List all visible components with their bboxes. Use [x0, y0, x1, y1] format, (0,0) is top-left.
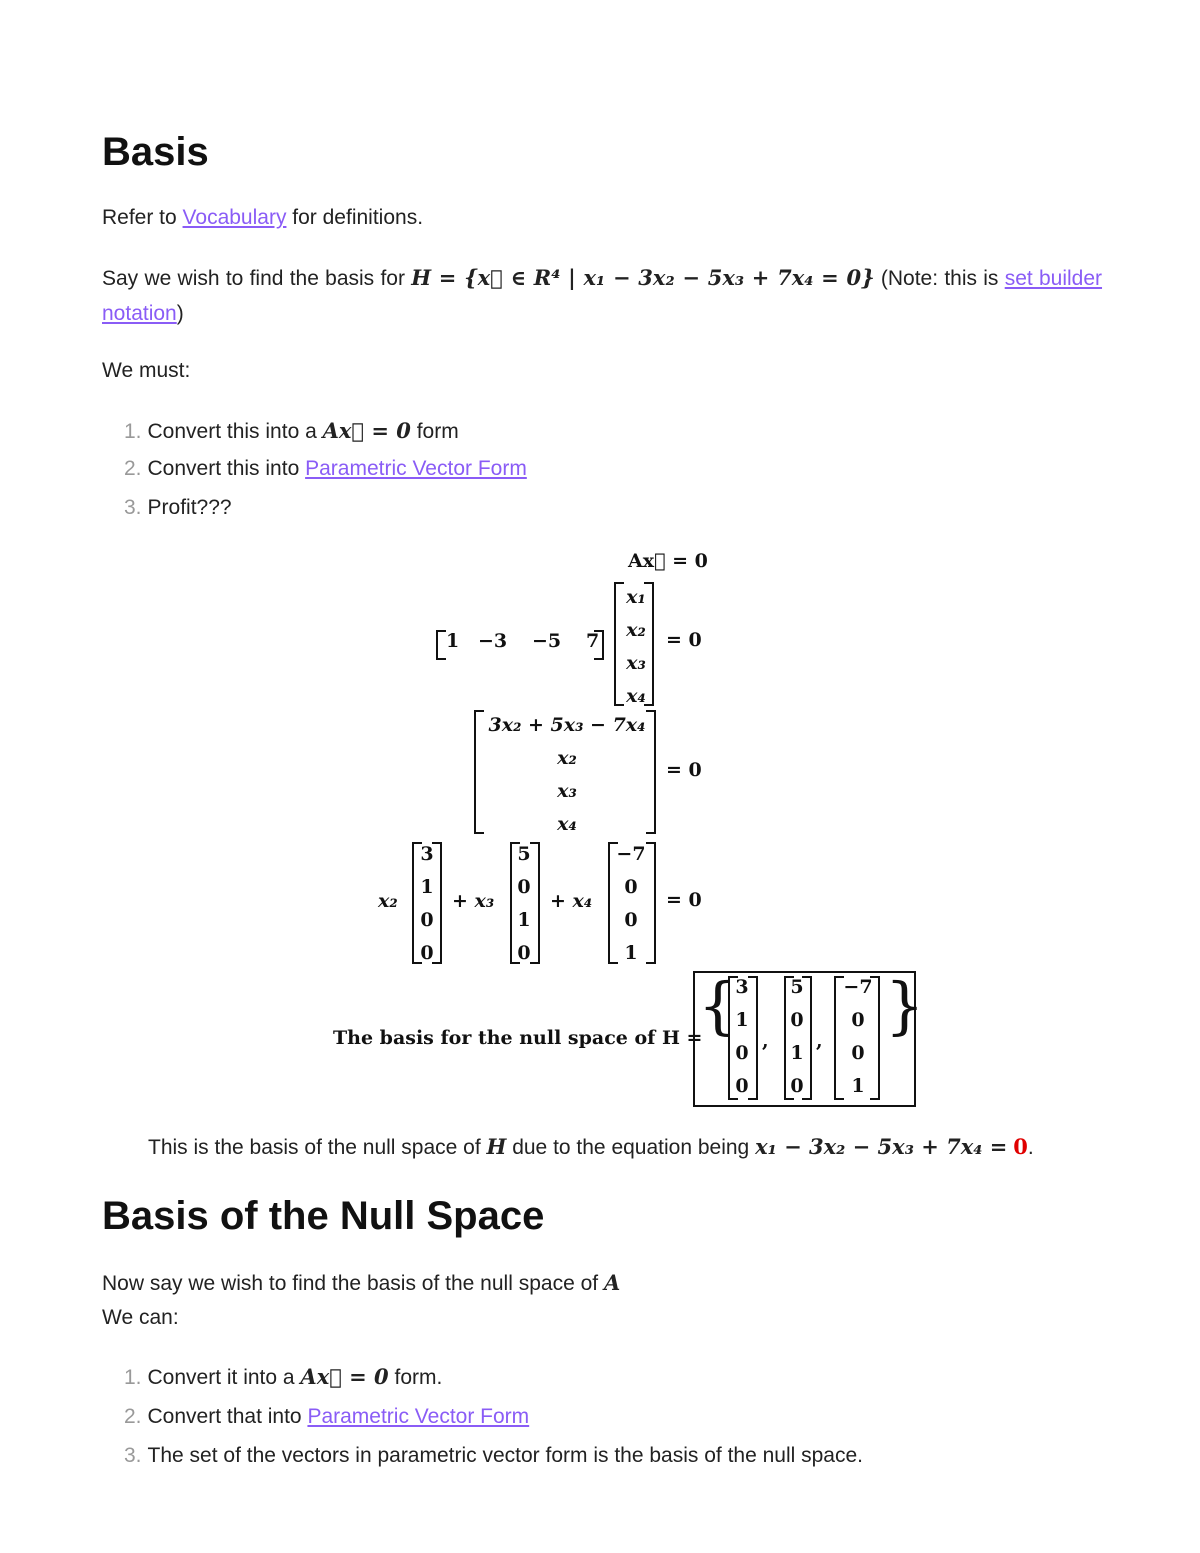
parametric-vector-form-link[interactable]: Parametric Vector Form [307, 1405, 530, 1428]
say-text-before: Say we wish to find the basis for [102, 267, 412, 290]
b2-entry: 1 [790, 1042, 804, 1064]
list-item [124, 454, 527, 484]
b2-right-bracket [802, 976, 812, 1100]
refer-text-before: Refer to [102, 206, 183, 229]
v2-entry: 0 [517, 876, 531, 898]
list-number: 1. [124, 420, 142, 443]
v2-entry: 0 [517, 942, 531, 964]
null-space-intro [102, 1265, 620, 1301]
we-must-text: We must: [102, 359, 191, 382]
b1-entry: 0 [735, 1042, 749, 1064]
v1-entry: 1 [420, 876, 434, 898]
row-matrix-entry: −3 [478, 630, 508, 652]
b3-entry: 0 [851, 1009, 865, 1031]
conclusion-zero: 0 [1013, 1134, 1028, 1159]
section-title-null-space: Basis of the Null Space [102, 1194, 545, 1238]
list-item [124, 1402, 529, 1432]
v3-entry: 1 [624, 942, 638, 964]
x-vector-entry: x₄ [626, 685, 646, 707]
step-text-after: form [410, 420, 459, 443]
row-matrix-entry: 7 [586, 630, 600, 652]
left-curly-brace: { [698, 969, 738, 1042]
intro-text: Now say we wish to find the basis of the null space of [102, 1272, 604, 1295]
list-item [124, 493, 232, 523]
v3-vector [614, 838, 648, 970]
say-paragraph [102, 260, 1102, 331]
basis-label: The basis for the null space of H = [333, 1027, 703, 1049]
step-text: The set of the vectors in parametric vector form is the basis of the null space. [147, 1444, 864, 1467]
conclusion-period: . [1027, 1136, 1034, 1159]
v2-entry: 5 [517, 843, 531, 865]
equals-zero: = 0 [666, 629, 702, 651]
basis-comma: , [816, 1030, 823, 1052]
b1-right-bracket [748, 976, 758, 1100]
list-number: 1. [124, 1366, 142, 1389]
b2-entry: 5 [790, 976, 804, 998]
v1-entry: 3 [420, 843, 434, 865]
basis-comma: , [762, 1030, 769, 1052]
set-builder-notation-link[interactable]: set builder notation [102, 267, 1103, 325]
coefficient-x2: x₂ [378, 890, 398, 912]
conclusion-text-before: This is the basis of the null space of [148, 1136, 487, 1159]
we-can-text: We can: [102, 1306, 179, 1329]
b3-entry: 0 [851, 1042, 865, 1064]
conclusion-h-math: H [486, 1134, 507, 1159]
b1-entry: 1 [735, 1009, 749, 1031]
v2-right-bracket [530, 842, 540, 964]
list-number: 2. [124, 457, 142, 480]
list-number: 2. [124, 1405, 142, 1428]
b1-entry: 3 [735, 976, 749, 998]
vocabulary-link[interactable]: Vocabulary [182, 206, 287, 229]
row-matrix-entry: 1 [446, 630, 460, 652]
list-number: 3. [124, 496, 142, 519]
v3-right-bracket [646, 842, 656, 964]
x-vector-entry: x₂ [626, 619, 646, 641]
sub-vector [484, 709, 650, 841]
step-math: Ax⃗ = 0 [322, 418, 411, 443]
list-item [124, 416, 459, 447]
right-curly-brace: } [885, 969, 925, 1042]
b2-entry: 0 [790, 1009, 804, 1031]
v3-entry: 0 [624, 909, 638, 931]
section-title-basis: Basis [102, 130, 209, 174]
row-matrix-entry: −5 [532, 630, 562, 652]
v1-entry: 0 [420, 942, 434, 964]
step-text: Convert it into a [147, 1366, 301, 1389]
b3-entry: 1 [851, 1075, 865, 1097]
v1-right-bracket [432, 842, 442, 964]
conclusion-text-middle: due to the equation being [506, 1136, 756, 1159]
sub-vector-entry: x₃ [557, 780, 577, 802]
sub-vector-entry: x₂ [557, 747, 577, 769]
x-vector-entry: x₁ [626, 586, 646, 608]
conclusion-equation-math: x₁ − 3x₂ − 5x₃ + 7x₄ = [755, 1134, 1008, 1159]
x-vector-entry: x₃ [626, 652, 646, 674]
step-text: Convert this into [147, 457, 306, 480]
coefficient-x3: + x₃ [452, 890, 495, 912]
equals-zero: = 0 [666, 889, 702, 911]
equation-ax-zero: Ax⃗ = 0 [628, 550, 708, 572]
x-vector-right-bracket [644, 582, 654, 706]
step-text: Convert that into [147, 1405, 308, 1428]
note-text-after: ) [176, 302, 184, 325]
note-text-before: (Note: this is [874, 267, 1005, 290]
sub-vector-left-bracket [474, 710, 484, 834]
sub-vector-entry: 3x₂ + 5x₃ − 7x₄ [488, 714, 646, 736]
v2-entry: 1 [517, 909, 531, 931]
equals-zero: = 0 [666, 759, 702, 781]
step-text: Profit??? [147, 496, 232, 519]
refer-paragraph [102, 200, 423, 235]
v3-entry: 0 [624, 876, 638, 898]
v3-entry: −7 [616, 843, 646, 865]
row-matrix-right-bracket [594, 630, 604, 660]
b3-entry: −7 [843, 976, 873, 998]
intro-a-math: A [603, 1270, 621, 1295]
step-math: Ax⃗ = 0 [300, 1364, 389, 1389]
list-number: 3. [124, 1444, 142, 1467]
step-text: Convert this into a [147, 420, 323, 443]
parametric-vector-form-link[interactable]: Parametric Vector Form [305, 457, 527, 480]
list-item [124, 1441, 863, 1471]
set-definition-math: H = {x⃗ ∈ R⁴ | x₁ − 3x₂ − 5x₃ + 7x₄ = 0} [411, 265, 875, 290]
row-matrix-left-bracket [436, 630, 446, 660]
sub-vector-entry: x₄ [557, 813, 577, 835]
step-text-after: form. [388, 1366, 443, 1389]
b2-entry: 0 [790, 1075, 804, 1097]
b3-right-bracket [870, 976, 880, 1100]
b1-entry: 0 [735, 1075, 749, 1097]
v1-entry: 0 [420, 909, 434, 931]
sub-vector-right-bracket [646, 710, 656, 834]
conclusion-paragraph [148, 1129, 1034, 1165]
coefficient-x4: + x₄ [550, 890, 593, 912]
refer-text-after: for definitions. [286, 206, 424, 229]
list-item [124, 1362, 442, 1393]
